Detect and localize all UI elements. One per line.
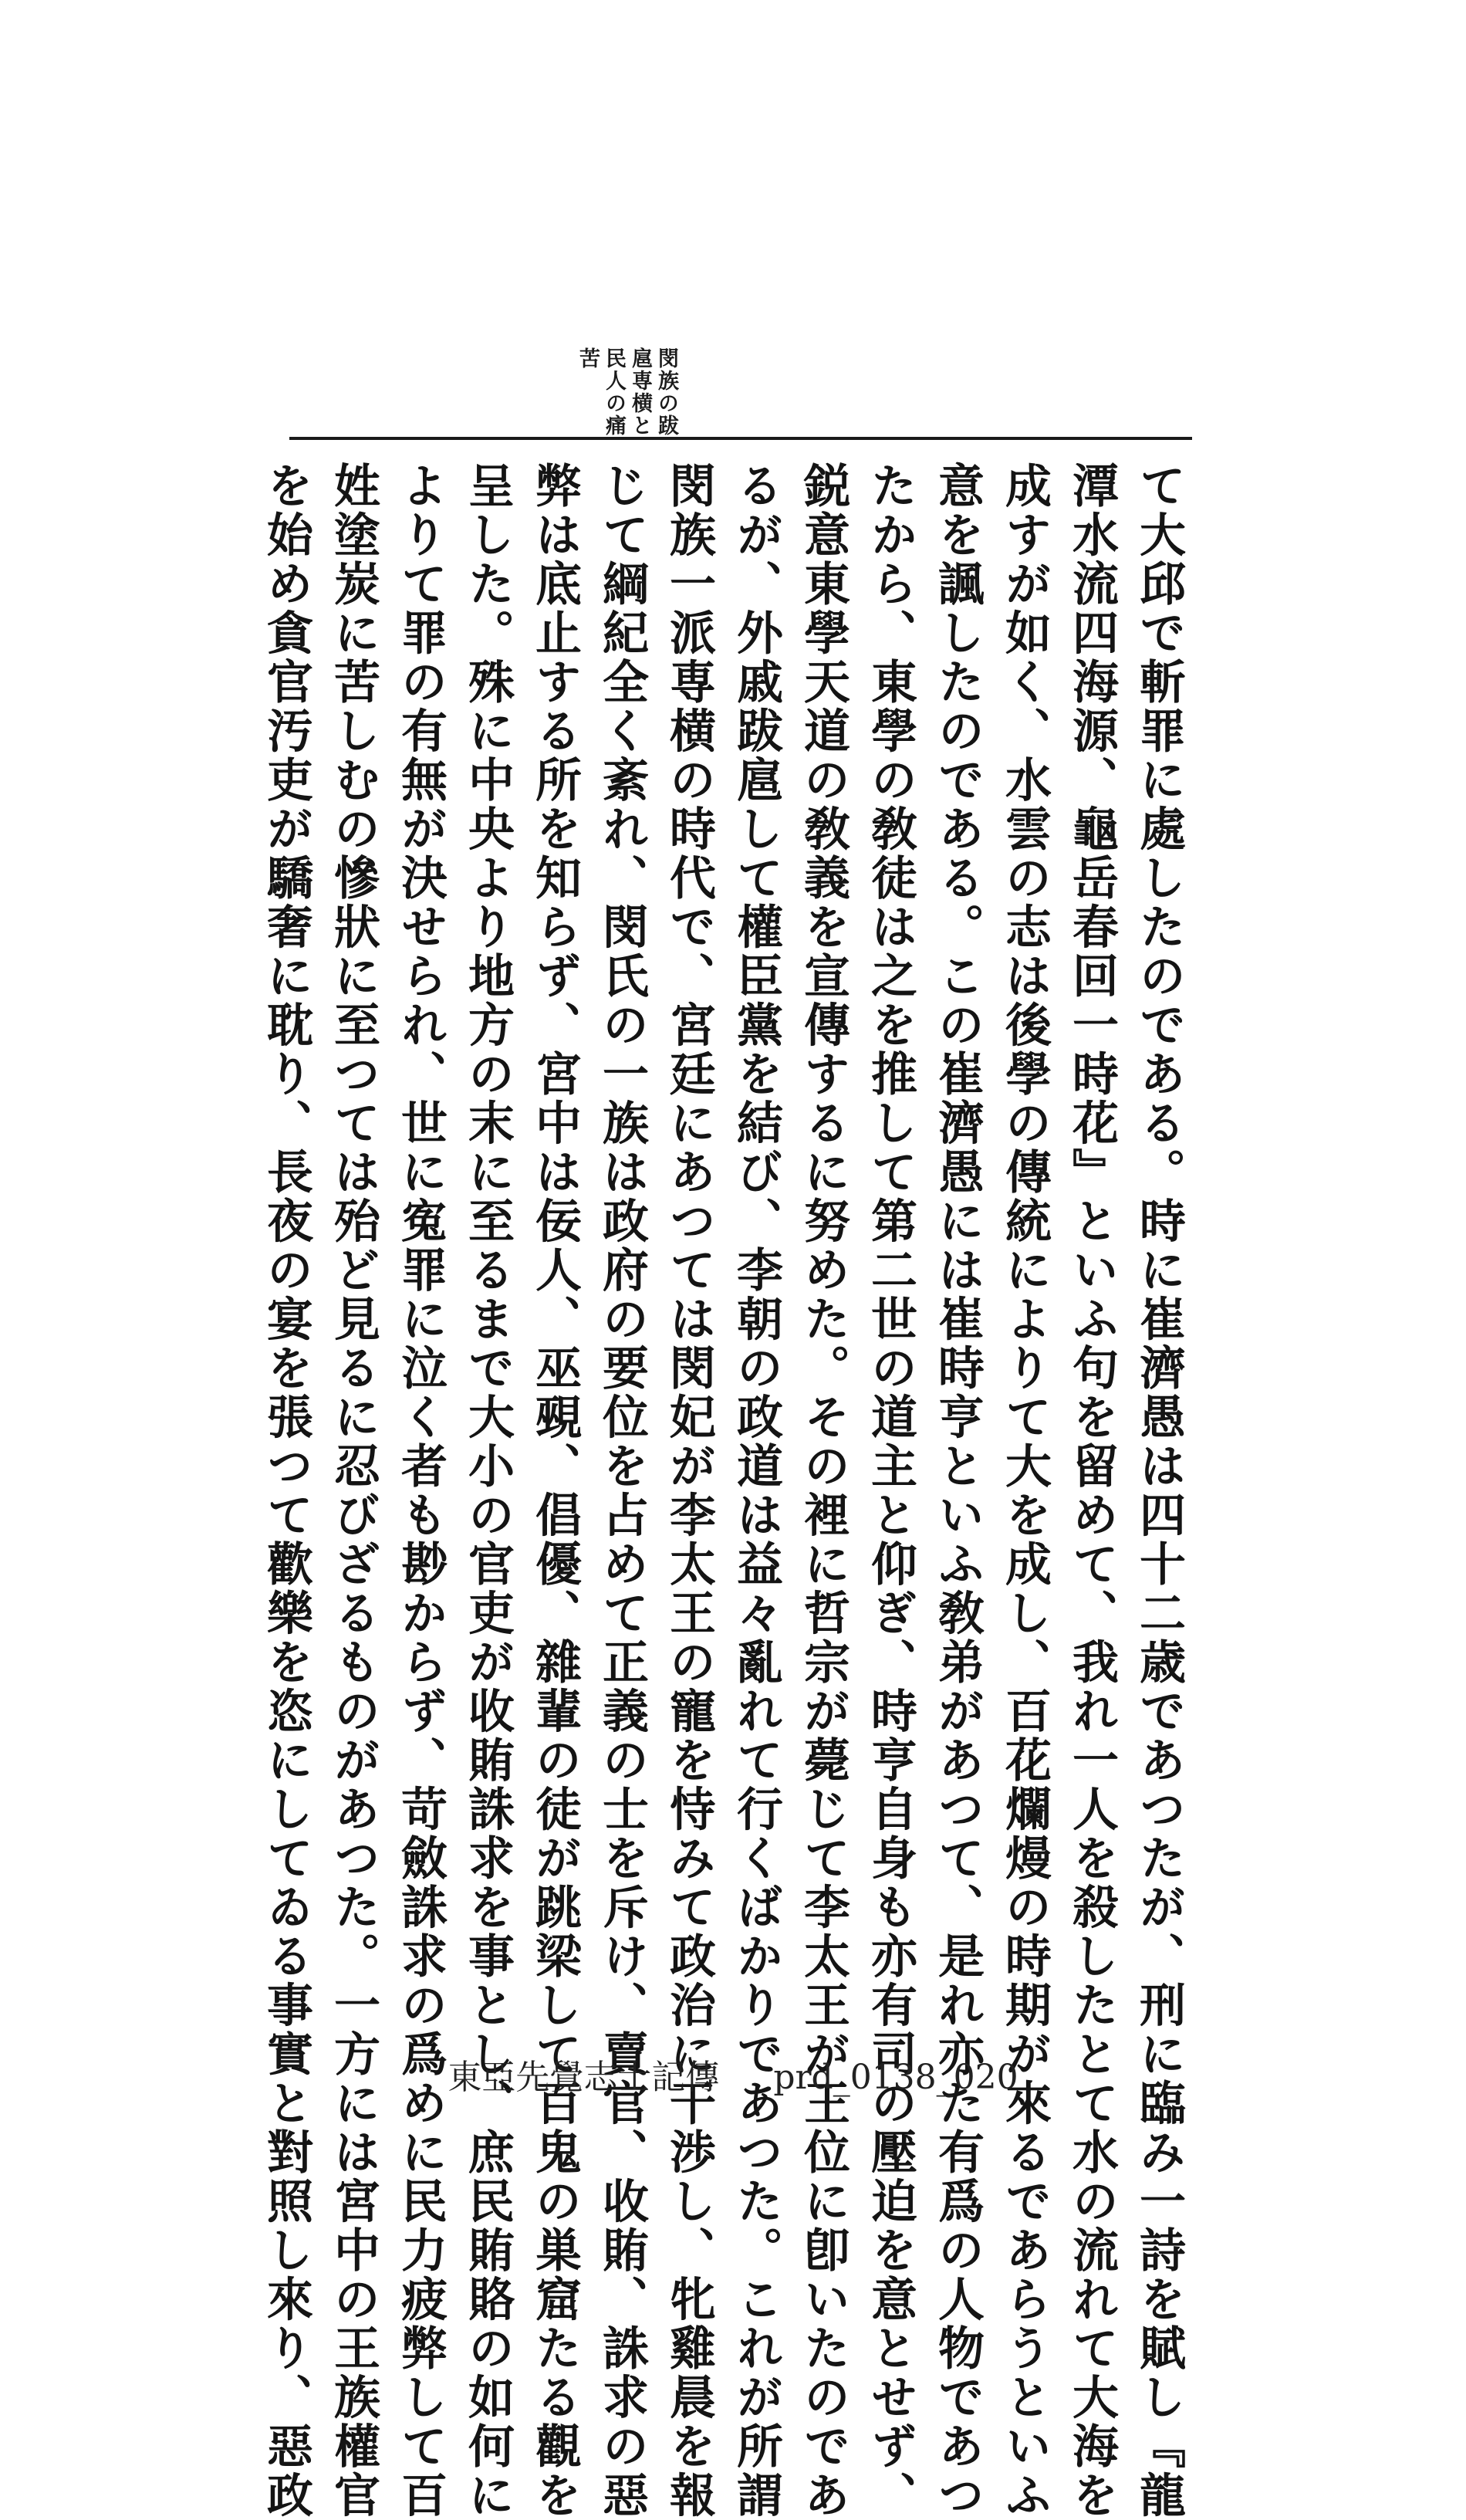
text-column: 姓塗炭に苦しむの慘狀に至つては殆ど見るに忍びざるものがあつた。一方には宮中の王族權官 bbox=[326, 462, 380, 2520]
book-title: 東亞先覺志士記傳 bbox=[448, 2058, 720, 2097]
marginal-heading-line: 苦 bbox=[576, 347, 600, 370]
text-column: 成すが如く、水雲の志は後學の傳統によりて大を成し、百花爛熳の時期が來るであらうといふ bbox=[998, 462, 1052, 2520]
page-code: prd_0138_020 bbox=[773, 2058, 1018, 2097]
text-column: じて綱紀全く紊れ、閔氏の一族は政府の要位を占めて正義の士を斥け、賣官、收賄、誅求の惡 bbox=[595, 462, 649, 2520]
text-column: たから、東學の敎徒は之を推して第二世の道主と仰ぎ、時亨自身も亦有司の壓迫を意とせず、 bbox=[863, 462, 917, 2520]
footer-caption bbox=[0, 2049, 1466, 2099]
text-column: るが、外戚跋扈して權臣黨を結び、李朝の政道は益々亂れて行くばかりであつた。これが所謂 bbox=[729, 462, 783, 2520]
text-column: 弊は底止する所を知らず、宮中は佞人、巫覡、倡優、雜輩の徒が跳梁して百鬼の巣窟たる觀を bbox=[528, 462, 582, 2520]
text-column: 潭水流四海源、龜岳春回一時花』といふ句を留めて、我れ一人を殺したとて水の流れて大海を bbox=[1065, 462, 1119, 2520]
marginal-heading-line: 閔族の跋 bbox=[654, 347, 678, 437]
header-rule bbox=[289, 437, 1192, 440]
text-column: 鋭意東學天道の敎義を宣傳するに努めた。その裡に哲宗が薨じて李太王が王位に卽いたのであ bbox=[796, 462, 850, 2520]
text-column: て大邱で斬罪に處したのである。時に崔濟愚は四十二歳であつたが、刑に臨み一詩を賦し『龍 bbox=[1132, 462, 1186, 2520]
marginal-heading-line: 扈専横と bbox=[628, 347, 652, 437]
marginal-heading-line: 民人の痛 bbox=[602, 347, 626, 437]
text-column: 意を諷したのである。この崔濟愚には崔時亨といふ敎弟があつて、是れ亦た有爲の人物であつ bbox=[931, 462, 985, 2520]
text-column: を始め貪官汚吏が驕奢に耽り、長夜の宴を張つて歡樂を恣にしてゐる事實と對照し來り、惡政 bbox=[259, 462, 313, 2520]
text-column: よりて罪の有無が決せられ、世に寃罪に泣く者も尠からず、苛斂誅求の爲めに民力疲弊して百 bbox=[394, 462, 448, 2520]
text-column: 閔族一派専横の時代で、宮廷にあつては閔妃が李太王の寵を恃みて政治に干渉し、牝雞晨を報 bbox=[662, 462, 716, 2520]
text-column: 呈した。殊に中央より地方の末に至るまで大小の官吏が收賄誅求を事とし、庶民賄賂の如何に bbox=[461, 462, 515, 2520]
